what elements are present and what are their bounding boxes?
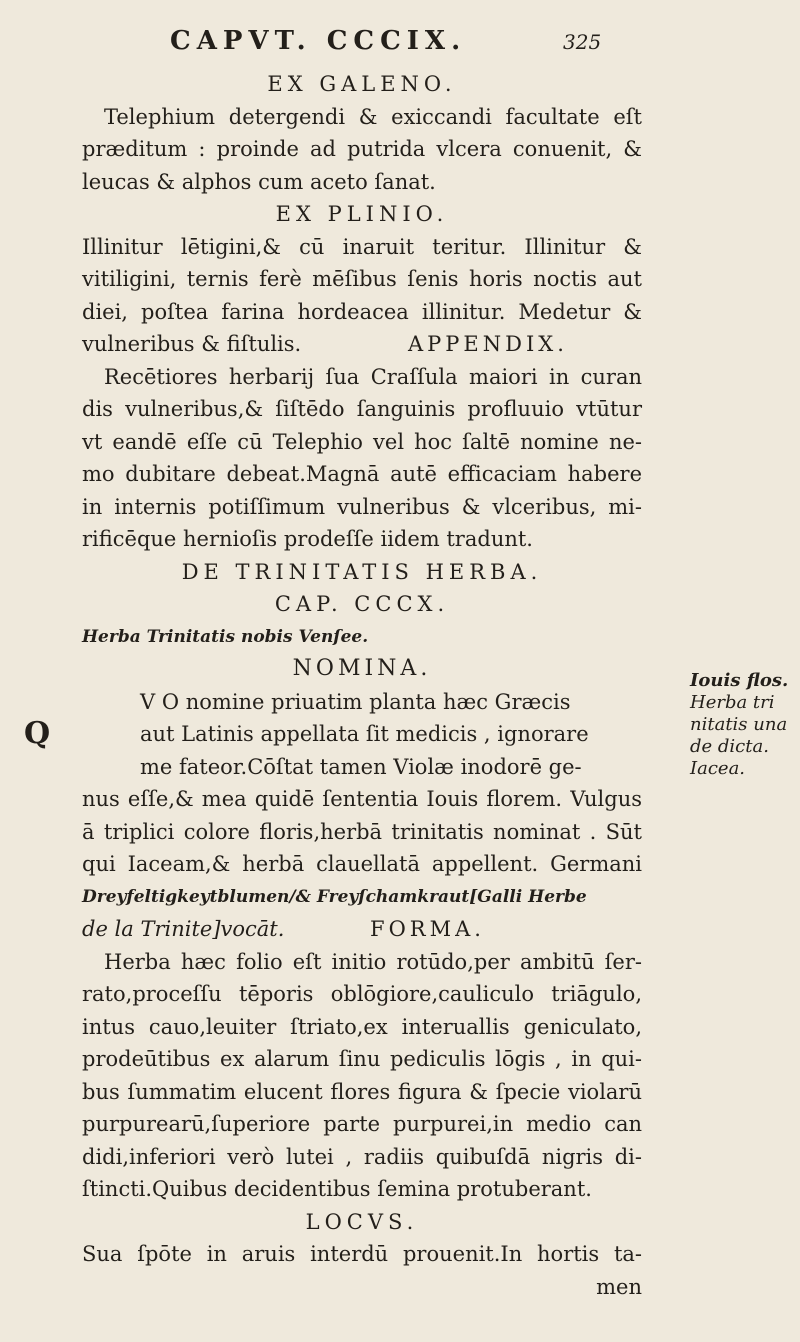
text-line: intus cauo,leuiter ſtriato,ex interuallis geniculato, <box>82 1014 642 1039</box>
margin-note-line: Herba tri <box>690 692 775 713</box>
text-line: vt eandē eſſe cū Telephio vel hoc ſaltē nomine ne- <box>82 429 642 454</box>
text-fragment: de la Trinite]vocāt. <box>82 917 285 941</box>
text-line: Recētiores herbarij ſua Craſſula maiori in curan <box>104 364 642 389</box>
chapter-title: DE TRINITATIS HERBA. <box>181 559 543 584</box>
section-heading-appendix: APPENDIX. <box>408 332 568 356</box>
main-text <box>24 68 642 1303</box>
margin-note <box>690 670 790 780</box>
text-line: rato,proceſſu tēporis oblōgiore,cauliculo triāgulo, <box>82 982 642 1006</box>
page-header <box>0 22 800 62</box>
margin-note-line: nitatis una <box>690 714 788 735</box>
section-heading-forma: FORMA. <box>370 917 485 941</box>
margin-note-line: Iacea. <box>690 758 746 779</box>
text-line: purpurearū,ſuperiore parte purpurei,in medio can <box>82 1112 642 1136</box>
text-line-with-heading <box>82 328 642 361</box>
drop-capital: Q <box>24 716 51 751</box>
margin-note-line: de dicta. <box>690 736 769 757</box>
text-line: bus ſummatim elucent flores figura & ſpecie violarū <box>82 1079 642 1104</box>
section-heading-locus: LOCVS. <box>305 1209 419 1234</box>
text-line: V O nomine priuatim planta hæc Græcis <box>140 689 571 714</box>
text-line: rificēque hernioſis prodeſſe iidem tradunt. <box>82 527 533 551</box>
text-line: nus eſſe,& mea quidē ſententia Iouis florem. Vulgus <box>82 787 642 811</box>
text-line: Herba hæc folio eſt initio rotūdo,per ambitū ſer- <box>104 949 642 974</box>
text-line-with-initial <box>24 716 642 751</box>
text-line: prodeūtibus ex alarum ſinu pediculis lōgis , in qui- <box>82 1047 642 1071</box>
text-line: didi,inferiori verò lutei , radiis quibuſdā nigris di- <box>82 1144 642 1169</box>
section-heading-pliny: EX PLINIO. <box>275 202 449 226</box>
page-number: 325 <box>563 30 602 54</box>
text-fragment: aut Latinis appellata ſit medicis , ignorare <box>140 722 589 746</box>
text-line-with-heading <box>82 913 642 946</box>
chapter-number: CAP. CCCX. <box>274 592 450 616</box>
catchword: men <box>596 1274 642 1299</box>
vernacular-name: Herba Trinitatis nobis Venſee. <box>82 626 369 647</box>
text-line: in internis potiſſimum vulneribus & vlceribus, mi- <box>82 494 642 519</box>
text-line: ſtincti.Quibus decidentibus ſemina protuberant. <box>82 1177 592 1201</box>
section-heading-nomina: NOMINA. <box>292 656 432 681</box>
text-line: præditum : proinde ad putrida vlcera conuenit, & <box>82 137 642 161</box>
section-heading-galen: EX GALENO. <box>267 72 457 96</box>
text-line: qui Iaceam,& herbā clauellatā appellent. Germani <box>82 852 642 876</box>
text-line: vitiligini, ternis ferè mēſibus ſenis horis noctis aut <box>82 267 642 291</box>
text-line: Illinitur lētigini,& cū inaruit teritur. Illinitur & <box>82 234 642 259</box>
margin-note-line: Iouis flos. <box>690 670 789 691</box>
running-head: CAPVT. CCCIX. <box>170 26 467 56</box>
text-fragment: vulneribus & fiſtulis. <box>82 332 302 356</box>
text-line: Sua ſpōte in aruis interdū prouenit.In hortis ta- <box>82 1242 642 1266</box>
text-line: me fateor.Cōſtat tamen Violæ inodorē ge- <box>140 754 582 779</box>
text-line: Telephium detergendi & exiccandi facultate eſt <box>104 104 642 129</box>
text-line: leucas & alphos cum aceto ſanat. <box>82 169 436 194</box>
german-french-names: Dreyfeltigkeytblumen/& Freyſchamkraut[Galli Herbe <box>82 886 587 907</box>
text-line: mo dubitare debeat.Magnā autē efficaciam habere <box>82 462 642 486</box>
text-line: diei, poſtea farina hordeacea illinitur. Medetur & <box>82 299 642 324</box>
text-line: ā triplici colore floris,herbā trinitatis nominat . Sūt <box>82 819 642 844</box>
text-line: dis vulneribus,& ſiſtēdo ſanguinis profluuio vtūtur <box>82 397 642 421</box>
